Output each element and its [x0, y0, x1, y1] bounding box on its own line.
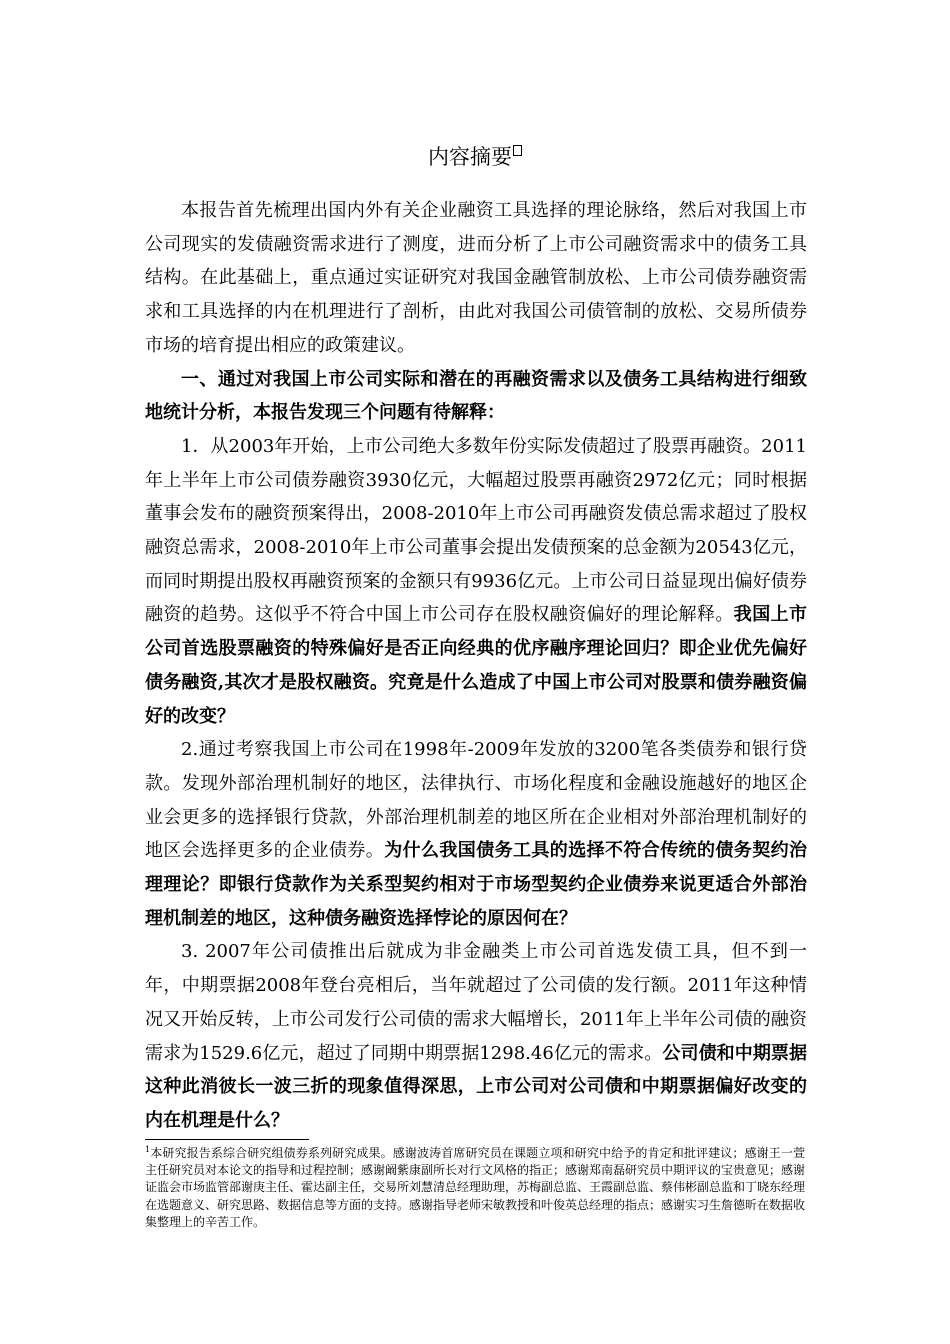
finding-2-question: 为什么我国债务工具的选择不符合传统的债务契约治理理论？即银行贷款作为关系型契约相对于市场型契约企业债券来说更适合外部治理机制差的地区，这种债务融资选择悖论的原因何在？ [145, 840, 808, 929]
section-heading: 一、通过对我国上市公司实际和潜在的再融资需求以及债务工具结构进行细致地统计分析，本报告发现三个问题有待解释： [145, 368, 807, 424]
document-body [145, 194, 807, 1138]
page-title [0, 143, 950, 171]
finding-paragraph-2 [145, 733, 807, 935]
page-title-text: 内容摘要 [428, 145, 512, 169]
footnote-text: 本研究报告系综合研究组债券系列研究成果。感谢波涛首席研究员在课题立项和研究中给予的肯定和批评建议；感谢王一萱主任研究员对本论文的指导和过程控制；感谢阚紫康副所长对行文风格的指正；感谢郑南磊研究员中期评议的宝贵意见；感谢证监会市场监管部谢庚主任、霍达副主任，交易所刘慧清总经理助理，苏梅副总监、王霞副总监、蔡伟彬副总监和丁晓东经理在选题意义、研究思路、数据信息等方面的支持。感谢指导老师宋敏教授和叶俊英总经理的指点；感谢实习生詹德昕在数据收集整理上的辛苦工作。 [145, 1146, 806, 1229]
footnote-reference-mark[interactable] [513, 145, 522, 156]
finding-2-text: 2.通过考察我国上市公司在1998年-2009年发放的3200笔各类债券和银行贷款。发现外部治理机制好的地区，法律执行、市场化程度和金融设施越好的地区企业会更多的选择银行贷款，外部治理机制差的地区所在企业相对外部治理机制好的地区会选择更多的企业债券。 [145, 739, 807, 862]
finding-3-text: 3. 2007年公司债推出后就成为非金融类上市公司首选发债工具，但不到一年，中期票据2008年登台亮相后，当年就超过了公司债的发行额。2011年这种情况又开始反转，上市公司发行公司债的需求大幅增长，2011年上半年公司债的融资需求为1529.6亿元，超过了同期中期票据1298.46亿元的需求。 [145, 941, 807, 1064]
footnote-separator [145, 1139, 309, 1140]
footnote [145, 1145, 805, 1231]
footnote-marker: 1 [145, 1145, 151, 1154]
finding-paragraph-3 [145, 935, 807, 1137]
finding-1-question: 我国上市公司首选股票融资的特殊偏好是否正向经典的优序融序理论回归？即企业优先偏好债务融资,其次才是股权融资。究竟是什么造成了中国上市公司对股票和债券融资偏好的改变？ [145, 604, 807, 727]
finding-3-question: 公司债和中期票据这种此消彼长一波三折的现象值得深思，上市公司对公司债和中期票据偏好改变的内在机理是什么？ [145, 1042, 808, 1131]
finding-1-text: 1．从2003年开始，上市公司绝大多数年份实际发债超过了股票再融资。2011年上半年上市公司债券融资3930亿元，大幅超过股票再融资2972亿元；同时根据董事会发布的融资预案得出，2008-2010年上市公司再融资发债总需求超过了股权融资总需求，2008-2010年上市公司董事会提出发债预案的总金额为20543亿元，而同时期提出股权再融资预案的金额只有9936亿元。上市公司日益显现出偏好债券融资的趋势。这似乎不符合中国上市公司存在股权融资偏好的理论解释。 [145, 435, 807, 626]
finding-paragraph-1 [145, 430, 807, 733]
intro-paragraph: 本报告首先梳理出国内外有关企业融资工具选择的理论脉络，然后对我国上市公司现实的发债融资需求进行了测度，进而分析了上市公司融资需求中的债务工具结构。在此基础上，重点通过实证研究对我国金融管制放松、上市公司债券融资需求和工具选择的内在机理进行了剖析，由此对我国公司债管制的放松、交易所债券市场的培育提出相应的政策建议。 [145, 200, 807, 356]
